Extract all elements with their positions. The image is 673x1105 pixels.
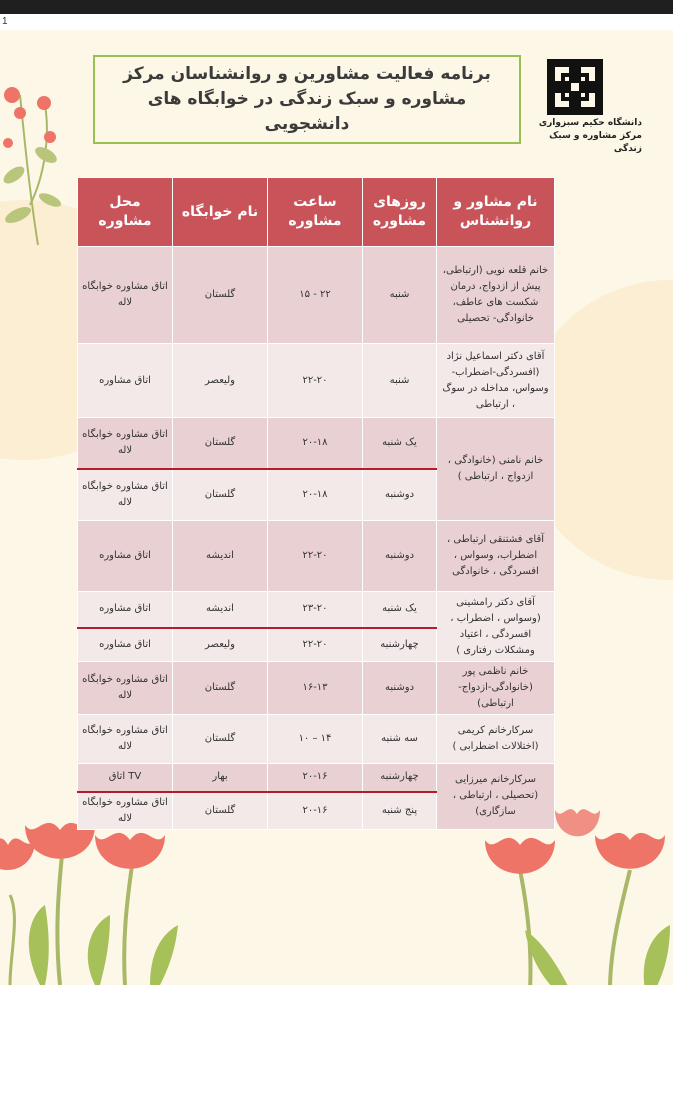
location-cell: اتاق مشاوره خوابگاه لاله	[78, 247, 173, 344]
day-cell: یک شنبه	[363, 418, 437, 469]
table-header-row	[78, 178, 555, 247]
header-dorm: نام خوابگاه	[173, 178, 268, 247]
table-row	[78, 418, 555, 469]
time-cell: ۱۴ – ۱۰	[268, 715, 363, 764]
header-counselor: نام مشاور و روانشناس	[437, 178, 555, 247]
table-row	[78, 344, 555, 418]
day-cell: دوشنبه	[363, 469, 437, 521]
schedule-table	[77, 177, 555, 830]
dorm-cell: گلستان	[173, 662, 268, 715]
table-row	[78, 521, 555, 592]
dorm-cell: ولیعصر	[173, 628, 268, 662]
location-cell: اتاق TV	[78, 764, 173, 792]
counselor-cell: سرکارخانم کریمی (اختلالات اضطرابی )	[437, 715, 555, 764]
logo-university-name: دانشگاه حکیم سبزواری	[538, 118, 642, 128]
header-days: روزهای مشاوره	[363, 178, 437, 247]
counselor-cell: آقای دکتر اسماعیل نژاد (افسردگی-اضطراب- وسواس، مداخله در سوگ ، ارتباطی	[437, 344, 555, 418]
location-cell: اتاق مشاوره خوابگاه لاله	[78, 715, 173, 764]
day-cell: دوشنبه	[363, 521, 437, 592]
table-row	[78, 715, 555, 764]
dorm-cell: بهار	[173, 764, 268, 792]
location-cell: اتاق مشاوره	[78, 344, 173, 418]
location-cell: اتاق مشاوره خوابگاه لاله	[78, 469, 173, 521]
table-row	[78, 662, 555, 715]
location-cell: اتاق مشاوره خوابگاه لاله	[78, 662, 173, 715]
time-cell: ۲۲-۲۰	[268, 344, 363, 418]
dorm-cell: اندیشه	[173, 592, 268, 628]
time-cell: ۲۰-۱۶	[268, 764, 363, 792]
day-cell: چهارشنبه	[363, 628, 437, 662]
title-box	[93, 55, 521, 144]
dorm-cell: گلستان	[173, 247, 268, 344]
table-row	[78, 247, 555, 344]
day-cell: دوشنبه	[363, 662, 437, 715]
counselor-cell: آقای دکتر رامشینی (وسواس ، اضطراب ، افسردگی ، اعتیاد ومشکلات رفتاری )	[437, 592, 555, 662]
counselor-cell: آقای فشتنقی ارتباطی ، اضطراب، وسواس ، افسردگی ، خانوادگی	[437, 521, 555, 592]
table-row	[78, 764, 555, 792]
counselor-cell: خانم نامنی (خانوادگی ، ازدواج ، ارتباطی )	[437, 418, 555, 521]
logo-center-name: مرکز مشاوره و سبک زندگی	[549, 131, 642, 154]
day-cell: پنج شنبه	[363, 792, 437, 830]
time-cell: ۲۰-۱۸	[268, 418, 363, 469]
time-cell: ۲۳-۲۰	[268, 592, 363, 628]
flower-branch-icon	[0, 55, 70, 255]
university-logo	[527, 57, 647, 157]
dorm-cell: ولیعصر	[173, 344, 268, 418]
time-cell: ۱۶-۱۳	[268, 662, 363, 715]
day-cell: شنبه	[363, 344, 437, 418]
day-cell: سه شنبه	[363, 715, 437, 764]
day-cell: شنبه	[363, 247, 437, 344]
dorm-cell: گلستان	[173, 792, 268, 830]
day-cell: یک شنبه	[363, 592, 437, 628]
time-cell: ۲۰-۱۶	[268, 792, 363, 830]
dorm-cell: گلستان	[173, 715, 268, 764]
time-cell: ۲۲-۲۰	[268, 521, 363, 592]
time-cell: ۲۲-۲۰	[268, 628, 363, 662]
page-marker: 1	[2, 16, 8, 27]
dorm-cell: اندیشه	[173, 521, 268, 592]
top-bar	[0, 0, 673, 14]
location-cell: اتاق مشاوره خوابگاه لاله	[78, 792, 173, 830]
dorm-cell: گلستان	[173, 469, 268, 521]
counselor-cell: خانم قلعه نویی (ارتباطی، پیش از ازدواج، درمان شکست های عاطف، خانوادگی- تحصیلی	[437, 247, 555, 344]
location-cell: اتاق مشاوره	[78, 628, 173, 662]
header-location: محل مشاوره	[78, 178, 173, 247]
location-cell: اتاق مشاوره	[78, 592, 173, 628]
time-cell: ۲۰-۱۸	[268, 469, 363, 521]
day-cell: چهارشنبه	[363, 764, 437, 792]
counselor-cell: خانم ناظمی پور (خانوادگی-ازدواج-ارتباطی)	[437, 662, 555, 715]
location-cell: اتاق مشاوره خوابگاه لاله	[78, 418, 173, 469]
dorm-cell: گلستان	[173, 418, 268, 469]
table-row	[78, 592, 555, 628]
time-cell: ۲۲ - ۱۵	[268, 247, 363, 344]
location-cell: اتاق مشاوره	[78, 521, 173, 592]
page-title: برنامه فعالیت مشاورین و روانشناسان مرکز مشاوره و سبک زندگی در خوابگاه های دانشجویی	[123, 64, 491, 134]
university-emblem-icon	[545, 57, 605, 117]
counselor-cell: سرکارخانم میرزایی (تحصیلی ، ارتباطی ، سازگاری)	[437, 764, 555, 830]
header-hours: ساعت مشاوره	[268, 178, 363, 247]
